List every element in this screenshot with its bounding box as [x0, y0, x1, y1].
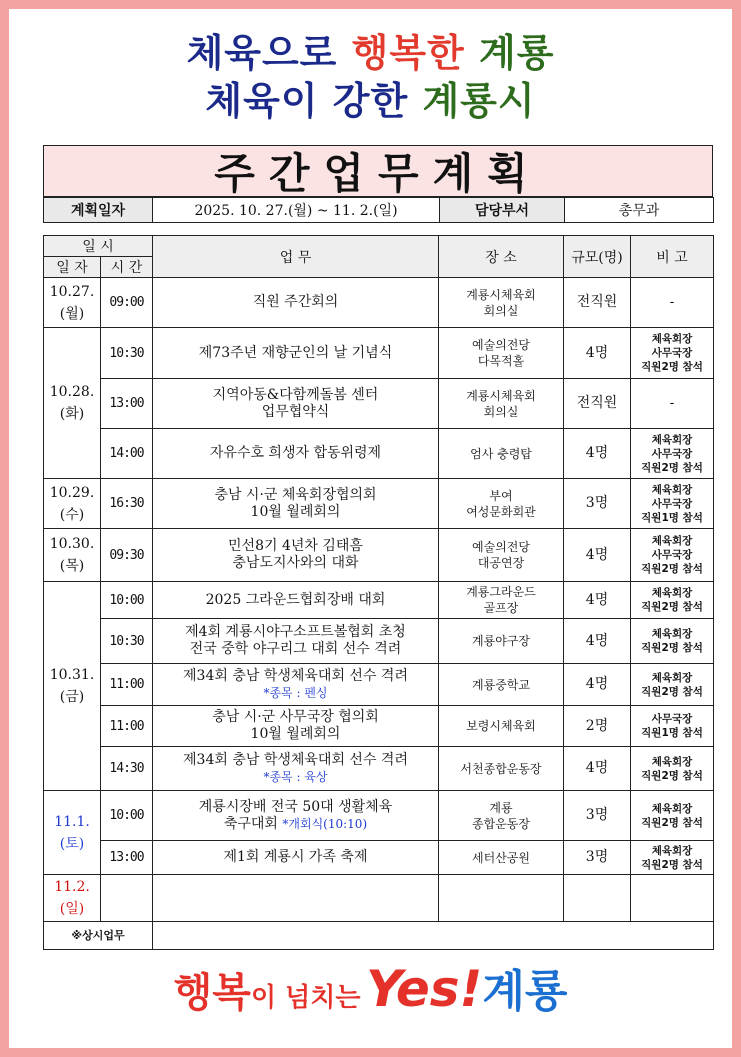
note-cell: 체육회장 사무국장 직원2명 참석	[631, 429, 714, 479]
scale-cell: 4명	[564, 529, 631, 582]
task-cell: 지역아동&다함께돌봄 센터 업무협약식	[153, 379, 439, 429]
place-cell: 세터산공원	[439, 841, 564, 875]
header-when: 일 시	[44, 236, 153, 257]
time-cell: 09:00	[101, 278, 153, 328]
task-cell: 직원 주간회의	[153, 278, 439, 328]
time-cell: 10:30	[101, 619, 153, 664]
header-scale: 규모(명)	[564, 236, 631, 278]
note-cell: 체육회장 직원2명 참석	[631, 791, 714, 841]
task-cell: 충남 시·군 체육회장협의회 10월 월례회의	[153, 479, 439, 529]
header-task: 업 무	[153, 236, 439, 278]
time-cell: 13:00	[101, 379, 153, 429]
place-cell: 계룡시체육회 회의실	[439, 379, 564, 429]
dept-label: 담당부서	[440, 198, 565, 223]
task-cell: 2025 그라운드협회장배 대회	[153, 582, 439, 619]
note-cell: 체육회장 직원2명 참석	[631, 582, 714, 619]
place-cell: 계룡그라운드 골프장	[439, 582, 564, 619]
scale-cell: 4명	[564, 747, 631, 791]
table-row	[44, 706, 714, 747]
table-row	[44, 747, 714, 791]
place-cell: 예술의전당 다목적홀	[439, 328, 564, 379]
table-row	[44, 922, 714, 950]
place-cell: 서천종합운동장	[439, 747, 564, 791]
header-place: 장 소	[439, 236, 564, 278]
table-row	[44, 875, 714, 922]
table-row	[44, 328, 714, 379]
time-cell: 10:00	[101, 791, 153, 841]
time-cell: 14:00	[101, 429, 153, 479]
scale-cell: 4명	[564, 619, 631, 664]
place-cell: 예술의전당 대공연장	[439, 529, 564, 582]
document-title: 주간업무계획	[43, 145, 713, 197]
place-cell: 계룡중학교	[439, 664, 564, 706]
time-cell: 10:30	[101, 328, 153, 379]
bottom-logo: 행복이 넘치는 Yes!계룡	[173, 960, 568, 1018]
note-cell: -	[631, 278, 714, 328]
table-row	[44, 529, 714, 582]
scale-cell: 4명	[564, 664, 631, 706]
scale-cell: 4명	[564, 328, 631, 379]
task-cell: 제34회 충남 학생체육대회 선수 격려 *종목 : 펜싱	[153, 664, 439, 706]
time-cell: 11:00	[101, 664, 153, 706]
scale-cell: 전직원	[564, 278, 631, 328]
table-row	[44, 791, 714, 841]
time-cell: 14:30	[101, 747, 153, 791]
task-cell: 계룡시장배 전국 50대 생활체육 축구대회 *개회식(10:10)	[153, 791, 439, 841]
note-cell: -	[631, 379, 714, 429]
day-cell: 10.30. (목)	[44, 529, 101, 582]
note-cell: 체육회장 직원2명 참석	[631, 619, 714, 664]
table-row	[44, 841, 714, 875]
day-cell: 10.27. (월)	[44, 278, 101, 328]
standing-tasks-label: ※상시업무	[44, 922, 153, 950]
day-cell: 11.2. (일)	[44, 875, 101, 922]
schedule-table	[43, 235, 714, 950]
note-cell: 사무국장 직원1명 참석	[631, 706, 714, 747]
day-cell: 10.28. (화)	[44, 328, 101, 479]
table-row	[44, 479, 714, 529]
note-cell: 체육회장 직원2명 참석	[631, 841, 714, 875]
task-cell: 제34회 충남 학생체육대회 선수 격려 *종목 : 육상	[153, 747, 439, 791]
table-row	[44, 664, 714, 706]
place-cell: 보령시체육회	[439, 706, 564, 747]
note-cell: 체육회장 직원2명 참석	[631, 664, 714, 706]
scale-cell: 3명	[564, 479, 631, 529]
place-cell: 계룡 종합운동장	[439, 791, 564, 841]
dept-value: 총무과	[565, 198, 714, 223]
scale-cell: 3명	[564, 841, 631, 875]
scale-cell: 4명	[564, 582, 631, 619]
header-time: 시 간	[101, 257, 153, 278]
place-cell: 엄사 충령탑	[439, 429, 564, 479]
note-cell: 체육회장 사무국장 직원2명 참석	[631, 328, 714, 379]
header-date: 일 자	[44, 257, 101, 278]
place-cell: 계룡야구장	[439, 619, 564, 664]
header-note: 비 고	[631, 236, 714, 278]
place-cell: 계룡시체육회 회의실	[439, 278, 564, 328]
place-cell: 부여 여성문화회관	[439, 479, 564, 529]
day-cell: 11.1. (토)	[44, 791, 101, 875]
slogan-line-2: 체육이 강한 계룡시	[205, 79, 536, 123]
table-row	[44, 619, 714, 664]
scale-cell: 전직원	[564, 379, 631, 429]
time-cell: 09:30	[101, 529, 153, 582]
note-cell: 체육회장 직원2명 참석	[631, 747, 714, 791]
task-cell: 충남 시·군 사무국장 협의회 10월 월례회의	[153, 706, 439, 747]
task-cell: 민선8기 4년차 김태흠 충남도지사와의 대화	[153, 529, 439, 582]
scale-cell: 2명	[564, 706, 631, 747]
task-cell: 자유수호 희생자 합동위령제	[153, 429, 439, 479]
scale-cell: 4명	[564, 429, 631, 479]
scale-cell: 3명	[564, 791, 631, 841]
day-cell: 10.29. (수)	[44, 479, 101, 529]
task-cell: 제1회 계룡시 가족 축제	[153, 841, 439, 875]
table-row	[44, 379, 714, 429]
time-cell: 11:00	[101, 706, 153, 747]
note-cell: 체육회장 사무국장 직원1명 참석	[631, 479, 714, 529]
table-row	[44, 429, 714, 479]
day-cell: 10.31. (금)	[44, 582, 101, 791]
time-cell: 13:00	[101, 841, 153, 875]
note-cell: 체육회장 사무국장 직원2명 참석	[631, 529, 714, 582]
task-cell: 제73주년 재향군인의 날 기념식	[153, 328, 439, 379]
slogan-line-1: 체육으로 행복한 계룡	[186, 31, 555, 75]
plan-date-label: 계획일자	[44, 198, 153, 223]
time-cell: 10:00	[101, 582, 153, 619]
time-cell: 16:30	[101, 479, 153, 529]
task-cell: 제4회 계룡시야구소프트볼협회 초청 전국 중학 야구리그 대회 선수 격려	[153, 619, 439, 664]
table-row	[44, 278, 714, 328]
table-row	[44, 582, 714, 619]
plan-date-value: 2025. 10. 27.(월) ~ 11. 2.(일)	[153, 198, 440, 223]
info-table	[43, 197, 714, 223]
